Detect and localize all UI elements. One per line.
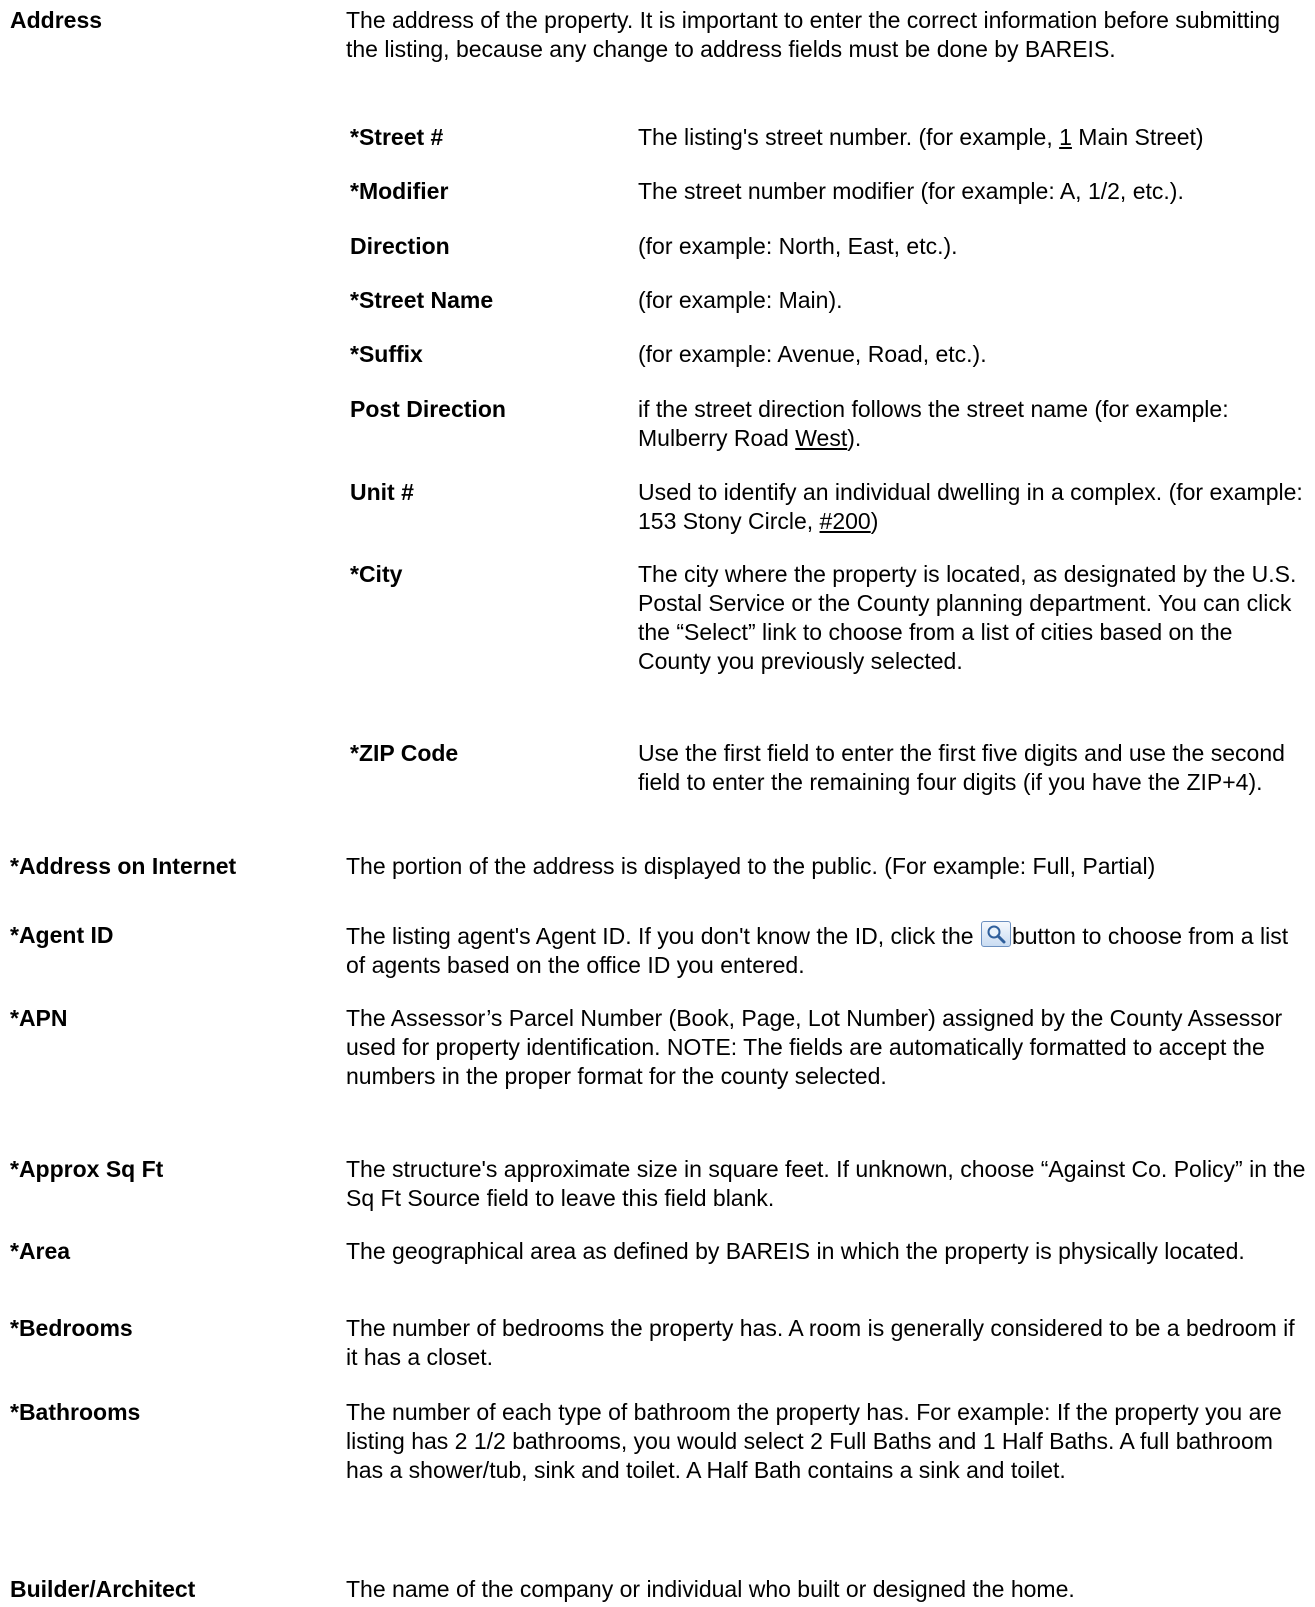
subfield-definition [638,123,1308,152]
def-text: ) [870,508,879,534]
entry-term: *Approx Sq Ft [10,1156,164,1182]
entry-definition: The name of the company or individual who built or designed the home. [346,1576,1075,1602]
subfield-definition [638,395,1308,453]
subfield-definition: (for example: Avenue, Road, etc.). [638,341,987,367]
def-text: The listing agent's Agent ID. If you don't know the ID, click the [346,923,980,949]
entry-term: *Area [10,1238,71,1264]
subfield-term: *Modifier [350,178,449,204]
entry-definition [346,921,1306,980]
entry-definition: The Assessor’s Parcel Number (Book, Page, Lot Number) assigned by the County Assessor used for property identification. NOTE: The fields are automatically formatted to accept the numbers in the proper format for the county selected. [346,1005,1283,1089]
def-text: Main Street) [1071,124,1204,150]
def-text: The listing's street number. (for example, [638,124,1060,150]
entry-definition: The portion of the address is displayed to the public. (For example: Full, Partial) [346,853,1156,879]
subfield-definition [638,478,1308,536]
subfield-term: *Street # [350,124,444,150]
subfield-term: *City [350,561,403,587]
def-text: button to choose from a list of agents based on the office ID you entered. [346,923,1289,978]
subfield-definition: The street number modifier (for example: A, 1/2, etc.). [638,178,1184,204]
subfield-term: Direction [350,233,450,259]
entry-term: *Address on Internet [10,853,237,879]
entry-term: *Bathrooms [10,1399,141,1425]
entry-definition: The structure's approximate size in square feet. If unknown, choose “Against Co. Policy” in the Sq Ft Source field to leave this field blank. [346,1156,1306,1211]
def-text: Used to identify an individual dwelling in a complex. (for example: 153 Stony Circle, [638,479,1303,534]
subfield-definition: (for example: Main). [638,287,843,313]
entry-term: *APN [10,1005,68,1031]
subfield-term: *ZIP Code [350,740,459,766]
subfield-term: *Suffix [350,341,423,367]
underlined-text: 1 [1059,124,1072,150]
search-icon[interactable] [981,921,1011,947]
subfield-definition: Use the first field to enter the first five digits and use the second field to enter the remaining four digits (if you have the ZIP+4). [638,740,1285,795]
underlined-text: #200 [819,508,871,534]
underlined-text: West [795,425,848,451]
subfield-definition: The city where the property is located, as designated by the U.S. Postal Service or the County planning department. You can click the “Select” link to choose from a list of cities based on the County you previously selected. [638,561,1297,674]
subfield-definition: (for example: North, East, etc.). [638,233,958,259]
entry-definition: The geographical area as defined by BAREIS in which the property is physically located. [346,1238,1245,1264]
subfield-term: *Street Name [350,287,494,313]
entry-definition: The address of the property. It is important to enter the correct information before submitting the listing, because any change to address fields must be done by BAREIS. [346,7,1281,62]
subfield-term: Unit # [350,479,414,505]
entry-term: Builder/Architect [10,1576,196,1602]
entry-term: *Bedrooms [10,1315,133,1341]
def-text: if the street direction follows the street name (for example: Mulberry Road [638,396,1229,451]
entry-term: Address [10,7,103,33]
subfield-term: Post Direction [350,396,506,422]
entry-definition: The number of bedrooms the property has. A room is generally considered to be a bedroom if it has a closet. [346,1315,1295,1370]
def-text: ). [847,425,862,451]
entry-definition: The number of each type of bathroom the property has. For example: If the property you are listing has 2 1/2 bathrooms, you would select 2 Full Baths and 1 Half Baths. A full bathroom has a shower/tub, sink and toilet. A Half Bath contains a sink and toilet. [346,1399,1282,1483]
entry-term: *Agent ID [10,922,114,948]
